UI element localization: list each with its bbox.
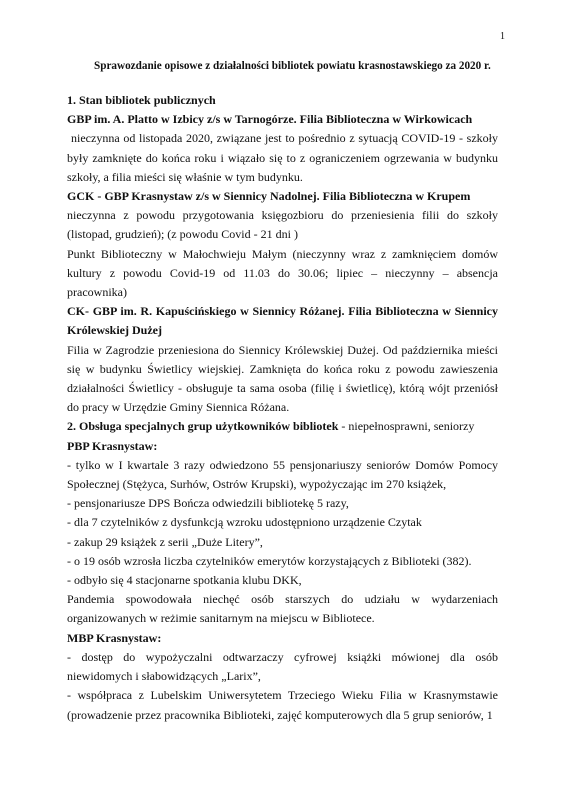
page-number: 1 [500,31,505,42]
section-2-heading-rest: - niepełnosprawni, seniorzy [338,419,475,434]
mbp-item: - współpraca z Lubelskim Uniwersytetem Trzeciego Wieku Filia w Krasnymstawie (prowadzenie przez pracownika Biblioteki, zajęć komputerowych dla 5 grup seniorów, 1 [67,688,498,722]
pbp-item: - pensjonariusze DPS Bończa odwiedzili bibliotekę 5 razy, [67,496,349,511]
punkt-biblioteczny-text: Punkt Biblioteczny w Małochwieju Małym (nieczynny wraz z zamknięciem domów kultury z powodu Covid-19 od 11.03 do 30.06; lipiec – nieczynny – absencja pracownika) [67,246,498,300]
pbp-krasnystaw-heading: PBP Krasnystaw: [67,438,158,453]
pbp-item: - dla 7 czytelników z dysfunkcją wzroku udostępniono urządzenie Czytak [67,515,422,530]
library-gck-krasnystaw-text: nieczynna z powodu przygotowania księgozbioru do przeniesienia filii do szkoły (listopad, grudzień); (z powodu Covid - 21 dni ) [67,208,498,242]
library-ck-siennica-heading: CK- GBP im. R. Kapuścińskiego w Siennicy Różanej. Filia Biblioteczna w Siennicy Królewskiej Dużej [67,304,498,338]
library-gbp-izbica-text: nieczynna od listopada 2020, związane jest to pośrednio z sytuacją COVID-19 - szkoły były zamknięte do końca roku i wiązało się to z ograniczeniem ogrzewania w budynku szkoły, a filia mieści się właśnie w tym budynku. [67,131,498,184]
section-1-heading: 1. Stan bibliotek publicznych [67,93,216,107]
pbp-item: - zakup 29 książek z serii „Duże Litery”, [67,534,263,549]
section-2-heading-bold: 2. Obsługa specjalnych grup użytkowników bibliotek [67,419,339,434]
pbp-item: - o 19 osób wzrosła liczba czytelników emerytów korzystających z Biblioteki (382). [67,553,472,568]
mbp-krasnystaw-heading: MBP Krasnystaw: [67,630,162,645]
library-gck-krasnystaw-heading: GCK - GBP Krasnystaw z/s w Siennicy Nadolnej. Filia Biblioteczna w Krupem [67,189,471,204]
pbp-item: - tylko w I kwartale 3 razy odwiedzono 55 pensjonariuszy seniorów Domów Pomocy Społecznej (Stężyca, Surhów, Ostrów Krupski), wypożyczając im 270 książek, [67,457,498,492]
mbp-item: - dostęp do wypożyczalni odtwarzaczy cyfrowej książki mówionej dla osób niewidomych i słabowidzących „Larix”, [67,649,498,684]
section-2-heading [67,417,498,436]
library-ck-siennica-text: Filia w Zagrodzie przeniesiona do Siennicy Królewskiej Dużej. Od października mieści się w budynku Świetlicy wiejskiej. Zamknięta do końca roku z powodu zawieszenia działalności Świetlicy - obsługuje ta sama osoba (filię i świetlicę), którą wójt przeniósł do pracy w Urzędzie Gminy Siennica Różana. [67,342,498,415]
library-gbp-izbica-heading: GBP im. A. Platto w Izbicy z/s w Tarnogórze. Filia Biblioteczna w Wirkowicach [67,112,473,127]
document-body [67,91,498,725]
pbp-pandemic-note: Pandemia spowodowała niechęć osób starszych do udziału w wydarzeniach organizowanych w reżimie sanitarnym na miejscu w Bibliotece. [67,592,498,626]
pbp-item: - odbyło się 4 stacjonarne spotkania klubu DKK, [67,573,302,588]
document-title: Sprawozdanie opisowe z działalności bibliotek powiatu krasnostawskiego za 2020 r. [94,60,491,72]
